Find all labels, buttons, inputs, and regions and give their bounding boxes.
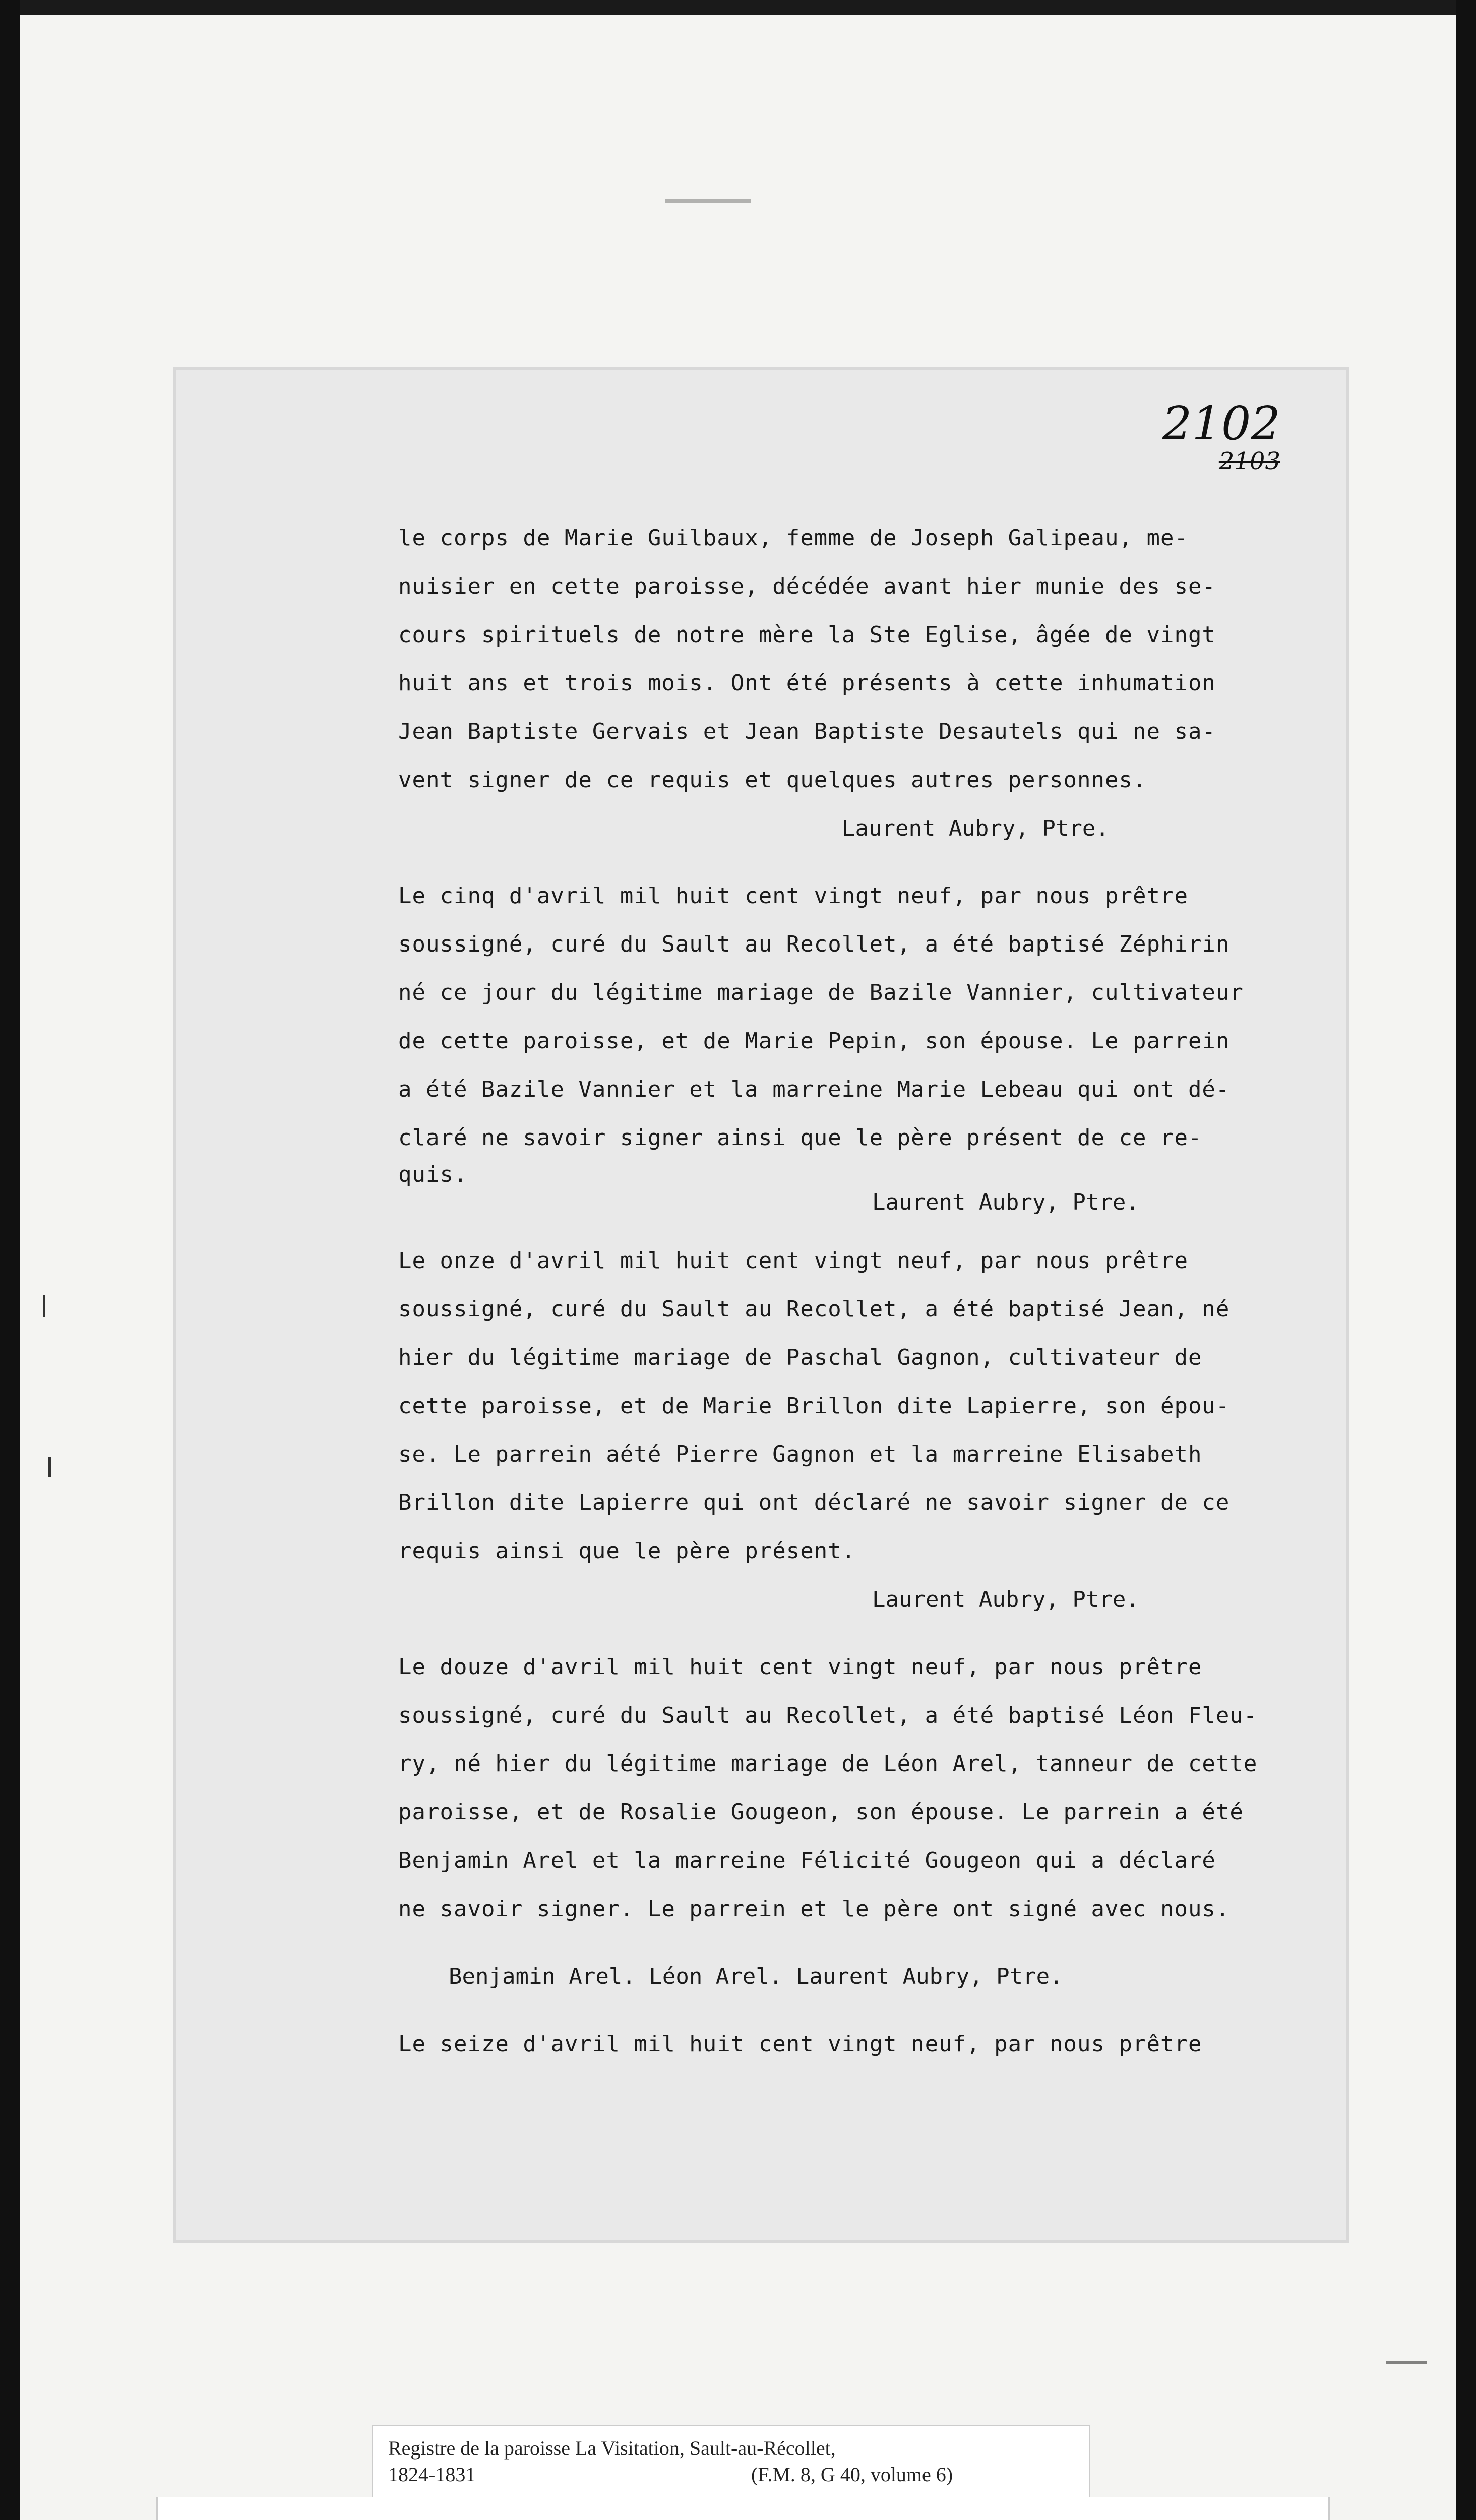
text-line: hier du légitime mariage de Paschal Gagnon, cultivateur de xyxy=(398,1345,1202,1370)
label-line: Registre de la paroisse La Visitation, Sault-au-Récollet, xyxy=(388,2437,836,2460)
text-line: a été Bazile Vannier et la marreine Marie Lebeau qui ont dé- xyxy=(398,1077,1230,1102)
film-edge-top xyxy=(0,0,1476,15)
signature: Laurent Aubry, Ptre. xyxy=(872,1587,1139,1612)
text-line: requis ainsi que le père présent. xyxy=(398,1538,856,1564)
text-line: Le seize d'avril mil huit cent vingt neuf, par nous prêtre xyxy=(398,2031,1202,2057)
label-line: (F.M. 8, G 40, volume 6) xyxy=(751,2463,953,2486)
text-line: Le cinq d'avril mil huit cent vingt neuf, par nous prêtre xyxy=(398,883,1188,909)
text-line: né ce jour du légitime mariage de Bazile Vannier, cultivateur xyxy=(398,980,1244,1005)
text-line: Benjamin Arel et la marreine Félicité Gougeon qui a déclaré xyxy=(398,1848,1216,1873)
text-line: se. Le parrein aété Pierre Gagnon et la marreine Elisabeth xyxy=(398,1441,1202,1467)
scratch-mark xyxy=(43,1295,45,1317)
text-line: ry, né hier du légitime mariage de Léon Arel, tanneur de cette xyxy=(398,1751,1258,1777)
register-page xyxy=(176,370,1346,2240)
register-label xyxy=(372,2425,1090,2498)
text-line: de cette paroisse, et de Marie Pepin, son épouse. Le parrein xyxy=(398,1028,1230,1054)
film-edge-left xyxy=(0,0,20,2520)
text-line: huit ans et trois mois. Ont été présents à cette inhumation xyxy=(398,670,1216,696)
text-line: paroisse, et de Rosalie Gougeon, son épouse. Le parrein a été xyxy=(398,1799,1244,1825)
text-line: Le douze d'avril mil huit cent vingt neuf, par nous prêtre xyxy=(398,1654,1202,1680)
entry-burial-guilbaux xyxy=(398,514,1321,853)
text-line: Le onze d'avril mil huit cent vingt neuf, par nous prêtre xyxy=(398,1248,1188,1274)
scratch-mark xyxy=(48,1457,51,1477)
entry-baptism-jean xyxy=(398,1237,1321,1624)
text-line: soussigné, curé du Sault au Recollet, a été baptisé Jean, né xyxy=(398,1296,1230,1322)
text-line: cette paroisse, et de Marie Brillon dite Lapierre, son épou- xyxy=(398,1393,1230,1419)
label-line: 1824-1831 xyxy=(388,2463,476,2486)
text-line: Brillon dite Lapierre qui ont déclaré ne savoir signer de ce xyxy=(398,1490,1230,1516)
text-line: ne savoir signer. Le parrein et le père ont signé avec nous. xyxy=(398,1896,1230,1922)
text-line: vent signer de ce requis et quelques autres personnes. xyxy=(398,767,1147,793)
scratch-mark xyxy=(665,199,751,203)
signature: Laurent Aubry, Ptre. xyxy=(872,1189,1139,1215)
register-text xyxy=(398,514,1321,2068)
text-line: le corps de Marie Guilbaux, femme de Joseph Galipeau, me- xyxy=(398,525,1188,551)
signature: Benjamin Arel. Léon Arel. Laurent Aubry, Ptre. xyxy=(449,1964,1063,1989)
entry-baptism-seize xyxy=(398,2020,1321,2068)
scratch-mark xyxy=(1386,2361,1427,2364)
film-edge-right xyxy=(1456,0,1476,2520)
entry-baptism-leon-fleury xyxy=(398,1643,1321,2001)
text-line: cours spirituels de notre mère la Ste Eglise, âgée de vingt xyxy=(398,622,1216,648)
page-number-current: 2102 xyxy=(1162,397,1280,451)
text-line: nuisier en cette paroisse, décédée avant hier munie des se- xyxy=(398,574,1216,599)
page-number xyxy=(1162,397,1280,475)
text-line: soussigné, curé du Sault au Recollet, a été baptisé Léon Fleu- xyxy=(398,1703,1258,1728)
text-line: Jean Baptiste Gervais et Jean Baptiste Desautels qui ne sa- xyxy=(398,719,1216,744)
text-line: soussigné, curé du Sault au Recollet, a été baptisé Zéphirin xyxy=(398,931,1230,957)
entry-baptism-zephirin xyxy=(398,872,1321,1218)
page-number-struck: 2103 xyxy=(1218,447,1280,475)
text-line: claré ne savoir signer ainsi que le père présent de ce re- xyxy=(398,1125,1202,1151)
text-line: quis. xyxy=(398,1162,468,1187)
signature: Laurent Aubry, Ptre. xyxy=(842,815,1109,841)
archive-stamp xyxy=(156,2497,1330,2520)
